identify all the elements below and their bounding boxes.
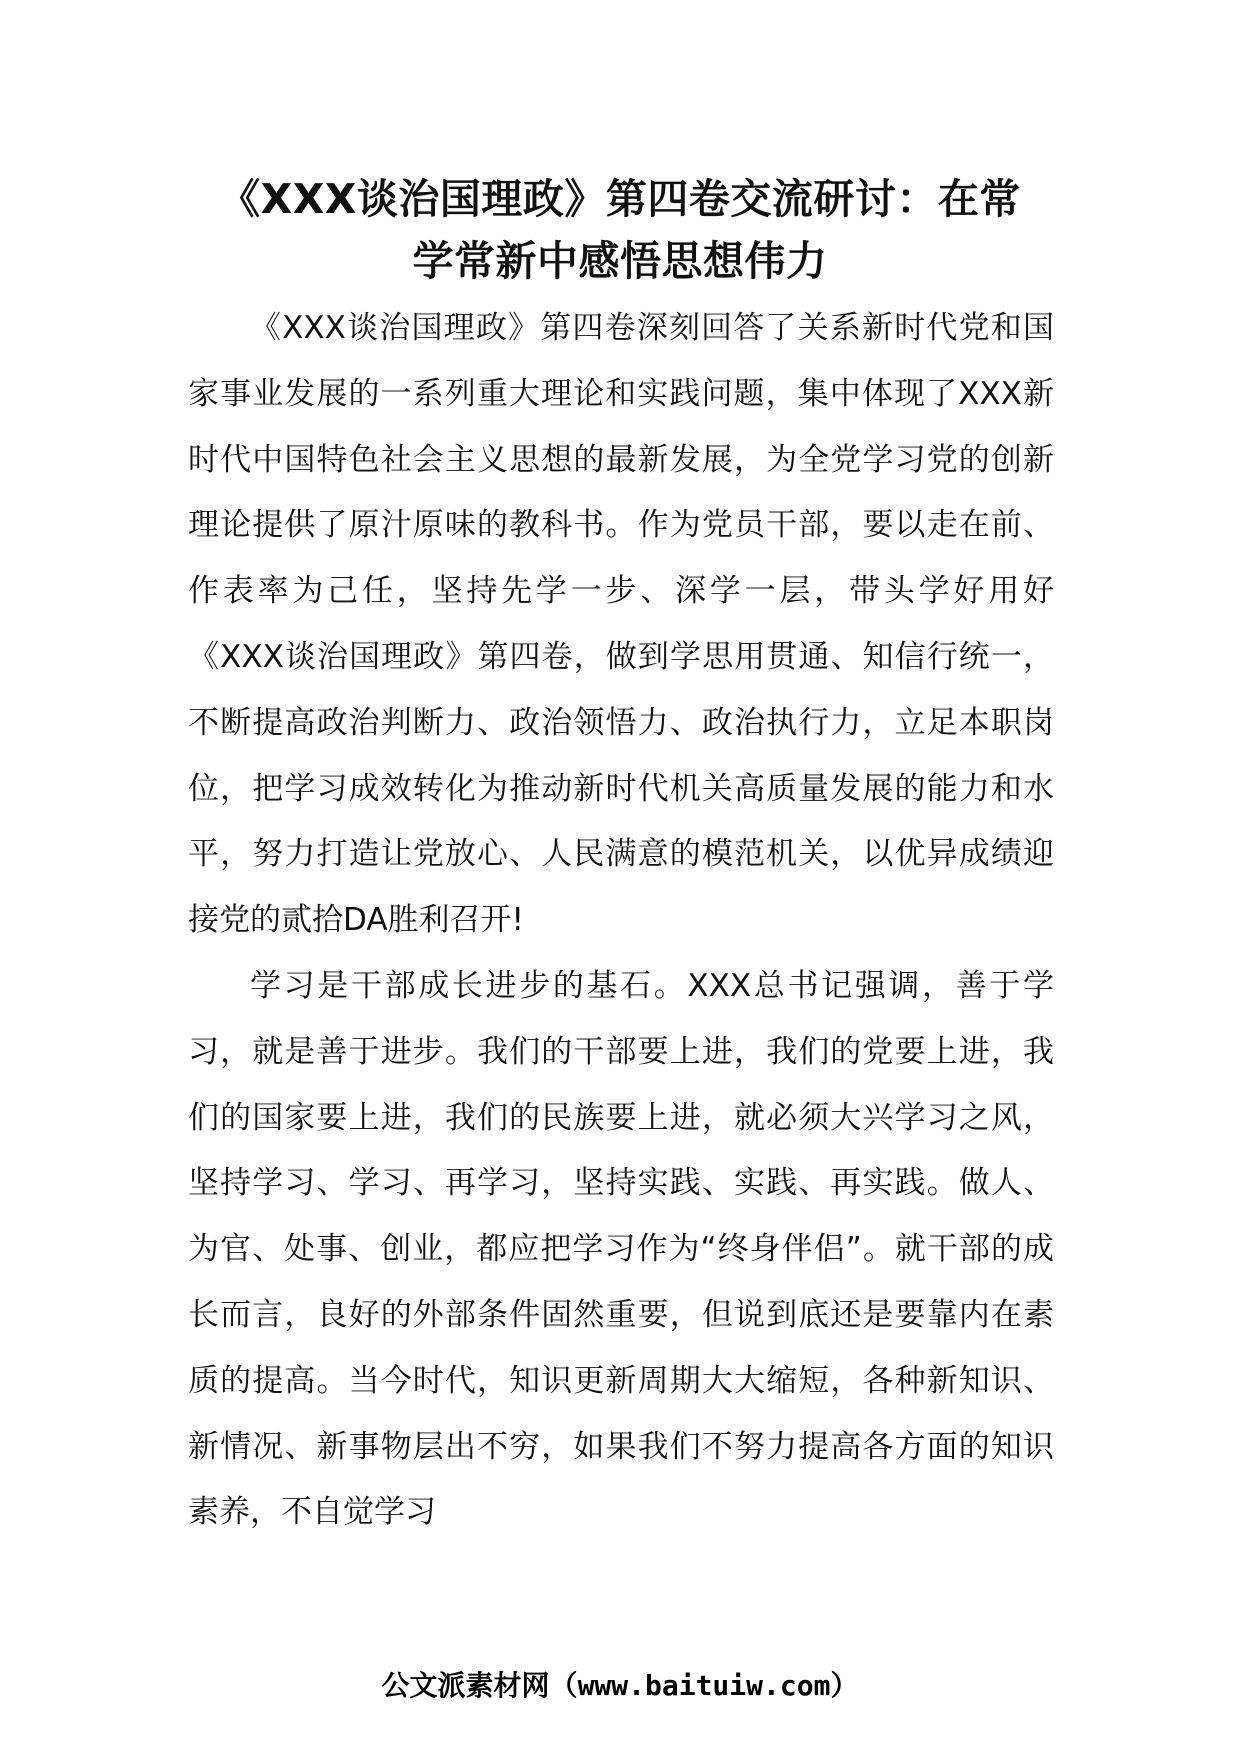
footer-site-name: 公文派素材网 (381, 1669, 550, 1702)
title-line-1: 《XXX谈治国理政》第四卷交流研讨：在常 (219, 175, 1021, 223)
footer-paren-close: ） (830, 1669, 859, 1702)
document-title (160, 168, 1080, 292)
paragraph-2: 学习是干部成长进步的基石。XXX总书记强调，善于学习，就是善于进步。我们的干部要上进，我们的党要上进，我们的国家要上进，我们的民族要上进，就必须大兴学习之风，坚持学习、学习、再学习，坚持实践、实践、再实践。做人、为官、处事、创业，都应把学习作为“终身伴侣”。就干部的成长而言，良好的外部条件固然重要，但说到底还是要靠内在素质的提高。当今时代，知识更新周期大大缩短，各种新知识、新情况、新事物层出不穷，如果我们不努力提高各方面的知识素养，不自觉学习 (188, 967, 1054, 1531)
paragraph-1: 《XXX谈治国理政》第四卷深刻回答了关系新时代党和国家事业发展的一系列重大理论和实践问题，集中体现了XXX新时代中国特色社会主义思想的最新发展，为全党学习党的创新理论提供了原汁原味的教科书。作为党员干部，要以走在前、作表率为己任，坚持先学一步、深学一层，带头学好用好《XXX谈治国理政》第四卷，做到学思用贯通、知信行统一，不断提高政治判断力、政治领悟力、政治执行力，立足本职岗位，把学习成效转化为推动新时代机关高质量发展的能力和水平，努力打造让党放心、人民满意的模范机关，以优异成绩迎接党的贰拾DA胜利召开! (188, 310, 1054, 939)
title-line-2: 学常新中感悟思想伟力 (412, 237, 828, 285)
footer-paren-open: （ (549, 1669, 578, 1702)
footer-site-url: www.baituiw.com (577, 1669, 831, 1702)
page-footer (0, 1666, 1240, 1706)
document-body (188, 296, 1054, 1546)
